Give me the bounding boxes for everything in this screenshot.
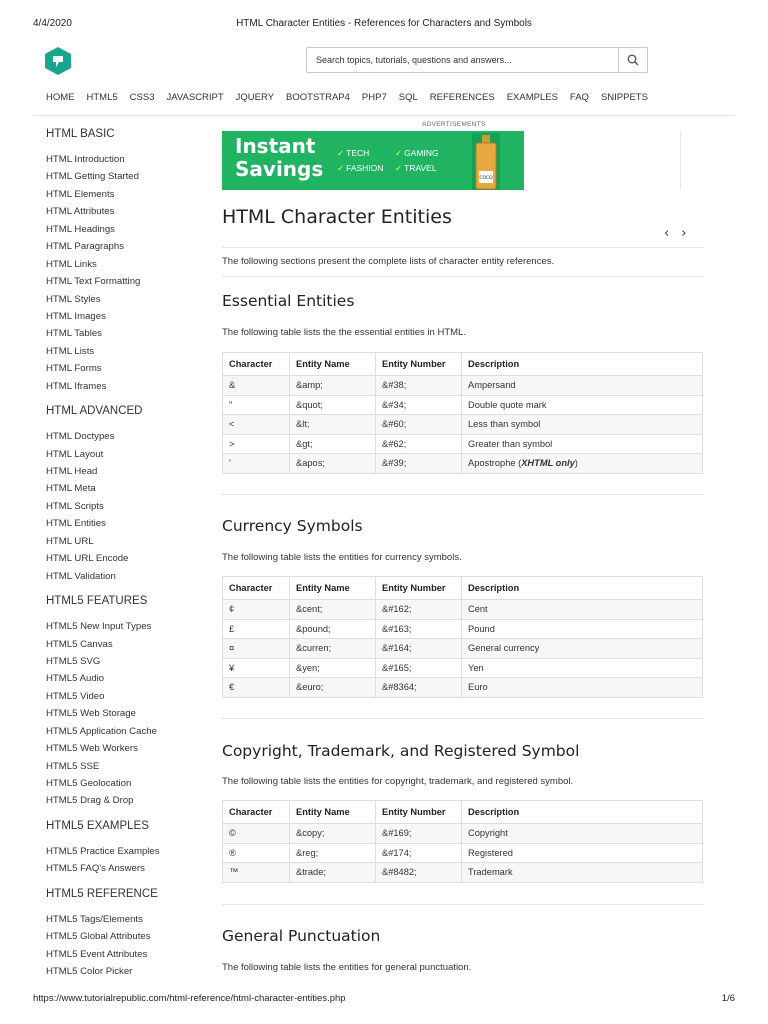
table-row (223, 434, 703, 454)
entity-table (222, 576, 703, 698)
table-row (223, 454, 703, 474)
search-button[interactable] (618, 48, 647, 72)
sidebar-link[interactable]: HTML Attributes (46, 206, 115, 218)
table-cell: &apos; (290, 454, 376, 474)
print-date: 4/4/2020 (33, 18, 72, 29)
nav-item-jquery[interactable]: JQUERY (235, 92, 275, 103)
print-header (0, 0, 768, 46)
column-header: Character (223, 353, 290, 376)
column-header: Description (462, 801, 703, 824)
sidebar-link[interactable]: HTML5 New Input Types (46, 621, 152, 633)
top-navigation (46, 92, 660, 106)
emphasis: XHTML only (521, 458, 575, 469)
table-cell: Double quote mark (462, 395, 703, 415)
sidebar-link[interactable]: HTML5 Global Attributes (46, 931, 151, 943)
sidebar-link[interactable]: HTML Lists (46, 345, 95, 357)
ad-tag: ✓ FASHION (337, 163, 384, 173)
table-cell: &#165; (376, 658, 462, 678)
column-header: Entity Number (376, 801, 462, 824)
sidebar-link[interactable]: HTML Headings (46, 223, 115, 235)
table-cell: ® (223, 843, 290, 863)
sidebar-link[interactable]: HTML5 Color Picker (46, 966, 133, 978)
table-row (223, 415, 703, 435)
sidebar-link[interactable]: HTML Validation (46, 570, 116, 582)
sidebar-link[interactable]: HTML5 Video (46, 690, 105, 702)
table-cell: Apostrophe (XHTML only) (462, 454, 703, 474)
table-row (223, 843, 703, 863)
table-row (223, 639, 703, 659)
sidebar-link[interactable]: HTML Styles (46, 293, 101, 305)
nav-item-html5[interactable]: HTML5 (86, 92, 118, 103)
table-cell: &#8482; (376, 863, 462, 883)
table-row (223, 395, 703, 415)
table-cell: &amp; (290, 376, 376, 396)
nav-item-sql[interactable]: SQL (398, 92, 418, 103)
next-page-icon[interactable]: › (681, 226, 699, 241)
sidebar-link[interactable]: HTML Iframes (46, 380, 107, 392)
table-cell: &yen; (290, 658, 376, 678)
page-title: HTML Character Entities (222, 206, 452, 228)
section-title: Copyright, Trademark, and Registered Symbol (222, 742, 580, 760)
sidebar-link[interactable]: HTML Links (46, 258, 97, 270)
table-row (223, 863, 703, 883)
section-description: The following table lists the the essential entities in HTML. (222, 327, 466, 338)
intro-divider (222, 276, 704, 277)
print-page-number: 1/6 (721, 993, 735, 1004)
table-cell: &lt; (290, 415, 376, 435)
ad-headline-1: Instant (235, 134, 316, 158)
sidebar-heading: HTML5 EXAMPLES (46, 819, 149, 832)
table-row (223, 658, 703, 678)
table-cell: &#60; (376, 415, 462, 435)
table-cell: € (223, 678, 290, 698)
table-cell: &#163; (376, 619, 462, 639)
table-cell: ¢ (223, 600, 290, 620)
table-cell: Cent (462, 600, 703, 620)
sidebar-link[interactable]: HTML5 Geolocation (46, 778, 132, 789)
nav-item-bootstrap4[interactable]: BOOTSTRAP4 (286, 92, 350, 103)
intro-text: The following sections present the complete lists of character entity references. (222, 256, 555, 267)
column-header: Character (223, 801, 290, 824)
sidebar-link[interactable]: HTML URL Encode (46, 553, 129, 565)
sidebar-link[interactable]: HTML5 Web Storage (46, 708, 136, 720)
ad-divider (680, 131, 681, 190)
sidebar-link[interactable]: HTML Meta (46, 483, 96, 495)
table-cell: Ampersand (462, 376, 703, 396)
table-cell: Copyright (462, 824, 703, 844)
table-cell: &trade; (290, 863, 376, 883)
sidebar-link[interactable]: HTML5 Canvas (46, 638, 113, 650)
section-divider (222, 904, 704, 905)
table-header-row (223, 801, 703, 824)
check-icon: ✓ (337, 163, 345, 173)
column-header: Entity Name (290, 801, 376, 824)
ad-banner[interactable] (222, 131, 524, 190)
ad-headline-2: Savings (235, 157, 324, 181)
sidebar-heading: HTML5 FEATURES (46, 595, 148, 608)
table-cell: &#174; (376, 843, 462, 863)
section-title: Currency Symbols (222, 517, 363, 535)
perfume-bottle-icon (458, 133, 514, 190)
table-cell: " (223, 395, 290, 415)
title-divider (222, 247, 704, 248)
sidebar-link[interactable]: HTML5 Event Attributes (46, 948, 148, 960)
table-cell: ¥ (223, 658, 290, 678)
print-title: HTML Character Entities - References for Characters and Symbols (236, 18, 532, 29)
table-cell: &#164; (376, 639, 462, 659)
column-header: Entity Number (376, 577, 462, 600)
column-header: Description (462, 353, 703, 376)
bottle-label: COCO (479, 176, 493, 181)
section-title: General Punctuation (222, 927, 381, 945)
table-cell: £ (223, 619, 290, 639)
table-row (223, 600, 703, 620)
nav-item-examples[interactable]: EXAMPLES (506, 92, 558, 103)
table-cell: < (223, 415, 290, 435)
entity-table (222, 800, 703, 883)
table-cell: &#62; (376, 434, 462, 454)
nav-item-faq[interactable]: FAQ (569, 92, 589, 103)
section-divider (222, 718, 704, 719)
sidebar-link[interactable]: HTML Layout (46, 448, 104, 460)
check-icon: ✓ (337, 148, 345, 158)
table-row (223, 824, 703, 844)
ad-label: ADVERTISEMENTS (422, 121, 486, 128)
check-icon: ✓ (395, 148, 403, 158)
sidebar-heading: HTML5 REFERENCE (46, 887, 158, 900)
table-cell: Less than symbol (462, 415, 703, 435)
search-box (306, 47, 648, 73)
table-row (223, 678, 703, 698)
sidebar-link[interactable]: HTML Paragraphs (46, 241, 125, 253)
column-header: Entity Number (376, 353, 462, 376)
table-cell: &pound; (290, 619, 376, 639)
table-cell: ¤ (223, 639, 290, 659)
check-icon: ✓ (395, 163, 403, 173)
table-cell: &#8364; (376, 678, 462, 698)
sidebar-link[interactable]: HTML5 SSE (46, 760, 100, 772)
pager (664, 226, 698, 241)
table-row (223, 619, 703, 639)
sidebar-heading: HTML BASIC (46, 128, 115, 140)
entity-table (222, 352, 703, 474)
table-cell: Registered (462, 843, 703, 863)
table-cell: > (223, 434, 290, 454)
search-input[interactable] (307, 48, 619, 72)
table-cell: &#34; (376, 395, 462, 415)
table-cell: Greater than symbol (462, 434, 703, 454)
column-header: Description (462, 577, 703, 600)
table-cell: Trademark (462, 863, 703, 883)
table-cell: © (223, 824, 290, 844)
nav-item-references[interactable]: REFERENCES (429, 92, 495, 103)
table-header-row (223, 577, 703, 600)
sidebar-link[interactable]: HTML5 Application Cache (46, 725, 157, 737)
nav-item-home[interactable]: HOME (46, 92, 75, 103)
column-header: Entity Name (290, 353, 376, 376)
sidebar-link[interactable]: HTML5 Tags/Elements (46, 913, 143, 925)
sidebar-link[interactable]: HTML Getting Started (46, 171, 139, 183)
ad-tag: ✓ TECH (337, 148, 370, 158)
sidebar-link[interactable]: HTML5 Drag & Drop (46, 795, 134, 807)
section-description: The following table lists the entities for currency symbols. (222, 552, 462, 563)
sidebar-link[interactable]: HTML5 Practice Examples (46, 845, 160, 857)
column-header: Character (223, 577, 290, 600)
table-cell: &#39; (376, 454, 462, 474)
table-cell: Yen (462, 658, 703, 678)
table-cell: ' (223, 454, 290, 474)
nav-item-javascript[interactable]: JAVASCRIPT (166, 92, 224, 103)
table-cell: &gt; (290, 434, 376, 454)
section-description: The following table lists the entities for general punctuation. (222, 962, 472, 973)
section-description: The following table lists the entities for copyright, trademark, and registered symbol. (222, 776, 574, 787)
sidebar-link[interactable]: HTML Head (46, 466, 98, 477)
column-header: Entity Name (290, 577, 376, 600)
section-title: Essential Entities (222, 292, 355, 310)
site-logo-icon[interactable] (44, 46, 72, 76)
sidebar-link[interactable]: HTML Forms (46, 363, 102, 375)
table-cell: &cent; (290, 600, 376, 620)
sidebar-link[interactable]: HTML Scripts (46, 500, 104, 512)
sidebar-link[interactable]: HTML Text Formatting (46, 276, 141, 288)
table-cell: & (223, 376, 290, 396)
ad-tag: ✓ TRAVEL (395, 163, 437, 173)
sidebar-link[interactable]: HTML Images (46, 310, 106, 322)
table-cell: &#38; (376, 376, 462, 396)
table-cell: &copy; (290, 824, 376, 844)
sidebar-link[interactable]: HTML URL (46, 535, 94, 547)
table-row (223, 376, 703, 396)
sidebar-link[interactable]: HTML5 SVG (46, 655, 101, 667)
table-header-row (223, 353, 703, 376)
header-divider (33, 115, 735, 116)
sidebar (46, 124, 206, 987)
sidebar-link[interactable]: HTML5 FAQ's Answers (46, 863, 145, 875)
nav-item-snippets[interactable]: SNIPPETS (600, 92, 648, 103)
table-cell: &curren; (290, 639, 376, 659)
search-icon (627, 54, 639, 66)
sidebar-link[interactable]: HTML Elements (46, 188, 115, 200)
table-cell: &#162; (376, 600, 462, 620)
section-divider (222, 494, 704, 495)
sidebar-link[interactable]: HTML Introduction (46, 154, 125, 165)
sidebar-link[interactable]: HTML Entities (46, 518, 106, 530)
nav-item-php7[interactable]: PHP7 (361, 92, 387, 103)
prev-page-icon[interactable]: ‹ (664, 226, 682, 241)
print-url: https://www.tutorialrepublic.com/html-reference/html-character-entities.php (33, 993, 346, 1004)
nav-item-css3[interactable]: CSS3 (129, 92, 155, 103)
sidebar-link[interactable]: HTML5 Web Workers (46, 743, 138, 755)
sidebar-heading: HTML ADVANCED (46, 405, 143, 418)
table-cell: &reg; (290, 843, 376, 863)
sidebar-link[interactable]: HTML5 Audio (46, 673, 105, 685)
ad-tag: ✓ GAMING (395, 148, 439, 158)
table-cell: Pound (462, 619, 703, 639)
table-cell: ™ (223, 863, 290, 883)
sidebar-link[interactable]: HTML Doctypes (46, 431, 115, 443)
table-cell: Euro (462, 678, 703, 698)
sidebar-link[interactable]: HTML Tables (46, 328, 102, 340)
table-cell: General currency (462, 639, 703, 659)
table-cell: &euro; (290, 678, 376, 698)
table-cell: &quot; (290, 395, 376, 415)
table-cell: &#169; (376, 824, 462, 844)
